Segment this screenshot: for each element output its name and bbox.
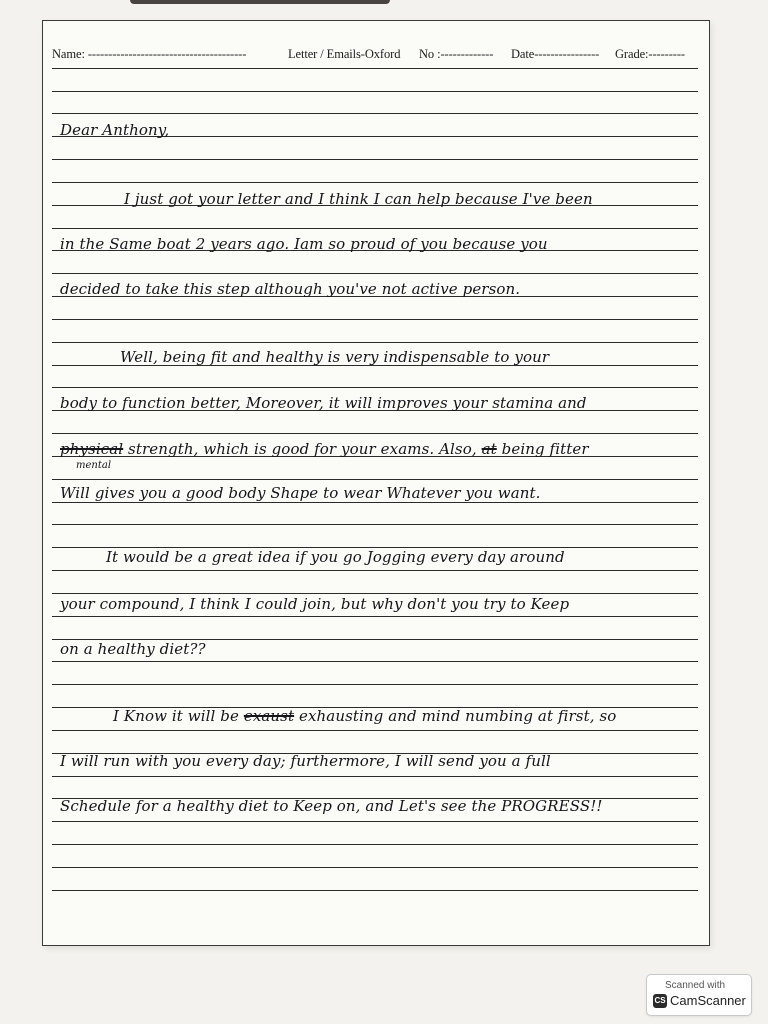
camscanner-logo-icon: CS: [653, 994, 667, 1008]
line-text: body to function better, Moreover, it will improves your stamina and: [60, 394, 587, 412]
ruled-line: [52, 387, 698, 388]
letter-line: [60, 752, 551, 770]
letter-line: [60, 235, 548, 253]
ruled-line: [52, 867, 698, 868]
ruled-line: [52, 821, 698, 822]
line-text: on a healthy diet??: [60, 640, 206, 658]
ruled-line: [52, 684, 698, 685]
letter-line: [60, 440, 589, 458]
ruled-line: [52, 570, 698, 571]
letter-line: [60, 280, 520, 298]
letter-greeting: Dear Anthony,: [60, 121, 170, 139]
line-text: your compound, I think I could join, but why don't you try to Keep: [60, 595, 570, 613]
struck-word: physical: [60, 440, 124, 458]
ruled-line: [52, 502, 698, 503]
ruled-line: [52, 730, 698, 731]
ruled-line: [52, 593, 698, 594]
ruled-line: [52, 91, 698, 92]
scanner-edge-shadow: [130, 0, 390, 4]
worksheet-header: [52, 47, 698, 65]
line-text: Will gives you a good body Shape to wear Whatever you want.: [60, 484, 541, 502]
grade-label: Grade:---------: [615, 47, 685, 61]
letter-line: [124, 190, 593, 208]
line-text: I just got your letter and I think I can help because I've been: [124, 190, 593, 208]
ruled-line: [52, 182, 698, 183]
line-text: I Know it will be: [113, 707, 244, 725]
ruled-line: [52, 776, 698, 777]
camscanner-name: CamScanner: [670, 993, 746, 1008]
line-text: Schedule for a healthy diet to Keep on, and Let's see the PROGRESS!!: [60, 797, 603, 815]
scanned-with-label: Scanned with: [665, 980, 726, 991]
ruled-line: [52, 661, 698, 662]
line-text: decided to take this step although you've not active person.: [60, 280, 521, 298]
line-text: I will run with you every day; furthermore, I will send you a full: [60, 752, 551, 770]
letter-line: [60, 640, 206, 658]
ruled-line: [52, 479, 698, 480]
letter-line: [106, 548, 565, 566]
date-label: Date----------------: [511, 47, 600, 61]
ruled-line: [52, 890, 698, 891]
line-text: being fitter: [496, 440, 589, 458]
struck-word: exaust: [243, 707, 295, 725]
line-text: strength, which is good for your exams. Also,: [123, 440, 482, 458]
ruled-line: [52, 113, 698, 114]
ruled-line: [52, 228, 698, 229]
camscanner-badge: [646, 974, 752, 1016]
letter-line: [113, 707, 616, 725]
ruled-line: [52, 844, 698, 845]
letter-line: [120, 348, 549, 366]
struck-word: at: [481, 440, 497, 458]
ruled-line: [52, 319, 698, 320]
ruled-line: [52, 159, 698, 160]
letter-line: [60, 484, 541, 502]
letter-type-label: Letter / Emails-Oxford: [288, 47, 401, 61]
ruled-line: [52, 342, 698, 343]
handwritten-correction: mental: [76, 460, 112, 471]
name-label: Name: ---------------------------------------: [52, 47, 247, 61]
ruled-line: [52, 524, 698, 525]
letter-line: [60, 797, 602, 815]
line-text: It would be a great idea if you go Jogging every day around: [106, 548, 565, 566]
ruled-line: [52, 273, 698, 274]
line-text: in the Same boat 2 years ago. Iam so proud of you because you: [60, 235, 548, 253]
letter-line: [60, 394, 587, 412]
number-label: No :-------------: [419, 47, 494, 61]
ruled-line: [52, 68, 698, 69]
ruled-line: [52, 433, 698, 434]
ruled-line: [52, 616, 698, 617]
line-text: exhausting and mind numbing at first, so: [294, 707, 617, 725]
line-text: Well, being fit and healthy is very indispensable to your: [120, 348, 550, 366]
letter-line: [60, 595, 569, 613]
